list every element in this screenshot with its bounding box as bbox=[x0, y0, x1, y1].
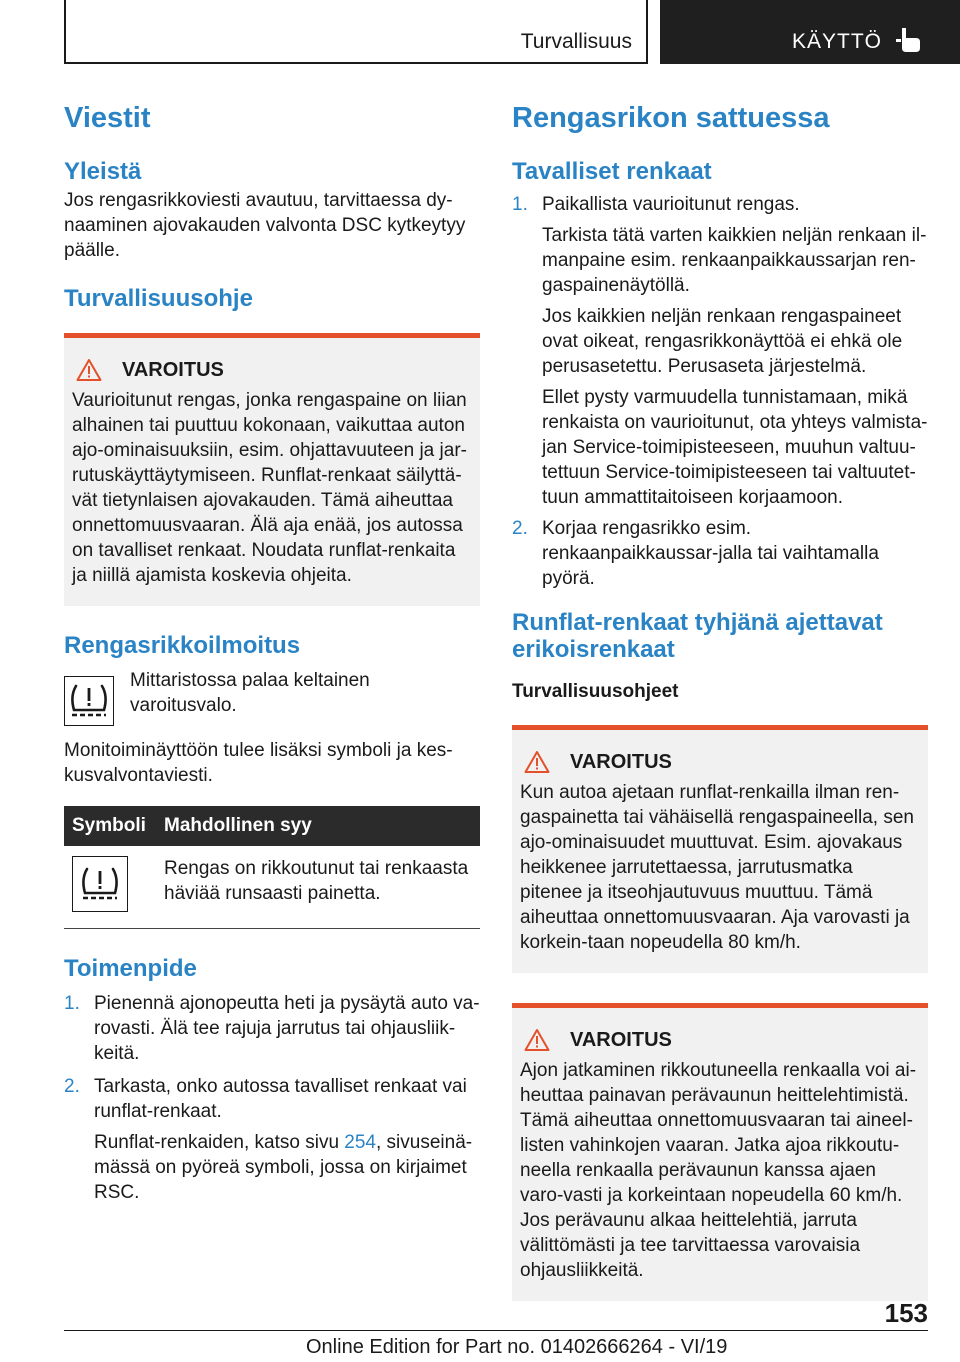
heading-action: Toimenpide bbox=[64, 955, 197, 982]
step-subtext: Jos kaikkien neljän renkaan rengaspaineet ovat oikeat, rengasrikkonäyttöä ei ehkä ole perusasetettu. Perusaseta järjestelmä. bbox=[542, 306, 903, 377]
tpms-warning-icon bbox=[64, 676, 114, 726]
warning-box bbox=[64, 333, 480, 606]
step-number: 1. bbox=[64, 993, 80, 1014]
warning-triangle-icon bbox=[76, 358, 102, 382]
section-title-messages: Viestit bbox=[64, 102, 151, 134]
subtext-after: , sivuseinä-mässä on pyöreä symboli, jossa on kirjaimet RSC. bbox=[94, 1132, 473, 1203]
notice-text: Monitoiminäyttöön tulee lisäksi symboli ja kes-kusvalvontaviesti. bbox=[64, 740, 453, 786]
step-number: 1. bbox=[512, 194, 528, 215]
step-subtext: Ellet pysty varmuudella tunnistamaan, mikä renkaista on vaurioitunut, ota yhteys valmista-jan Service-toimipisteeseen, muuhun valtuu-tettuun Service-toimipisteeseen tai valtuutet-tuun ammattitaitoiseen korjaamoon. bbox=[542, 387, 928, 508]
table-header-symbol: Symboli bbox=[64, 806, 156, 846]
warning-triangle-icon bbox=[524, 750, 550, 774]
warning-text: Kun autoa ajetaan runflat-renkailla ilman ren-gaspainetta tai vähäisellä rengaspaineella, sen ajo-ominaisuudet muuttuvat. Esim. ajovakaus heikkenee jarrutettaessa, jarrutusmatka pitenee ja itseohjautuvuus muuttuu. Tämä aiheuttaa onnettomuusvaaran. Aja varovasti ja korkein-taan nopeudella 80 km/h. bbox=[520, 782, 914, 953]
list-item bbox=[64, 991, 480, 1066]
subtext-before: Runflat-renkaiden, katso sivu bbox=[94, 1132, 345, 1153]
warning-box bbox=[512, 1003, 928, 1301]
heading-flat-notice: Rengasrikkoilmoitus bbox=[64, 632, 301, 659]
list-item bbox=[512, 192, 928, 510]
right-column bbox=[512, 98, 928, 1301]
step-text: Korjaa rengasrikko esim. renkaanpaikkaussar-jalla tai vaihtamalla pyörä. bbox=[542, 518, 879, 589]
step-subtext bbox=[94, 1130, 480, 1205]
warning-label: VAROITUS bbox=[122, 358, 224, 381]
header-section-box bbox=[660, 0, 960, 64]
heading-safety-instructions: Turvallisuusohjeet bbox=[512, 681, 679, 702]
table-row bbox=[64, 846, 480, 929]
footer-edition bbox=[306, 1336, 727, 1359]
pointing-hand-icon bbox=[896, 26, 922, 54]
page-number: 153 bbox=[884, 1298, 928, 1328]
warning-label: VAROITUS bbox=[570, 750, 672, 773]
page-link-254[interactable]: 254 bbox=[344, 1132, 376, 1153]
warning-title bbox=[524, 750, 920, 774]
heading-safety: Turvallisuusohje bbox=[64, 285, 253, 312]
warning-text: Vaurioitunut rengas, jonka rengaspaine on liian alhainen tai puuttuu kokonaan, vaikuttaa auton ajo-ominaisuuksiin, esim. ohjattavuuteen ja jar-rutuskäyttäytymiseen. Runflat-renkaat säilyttä-vät tietynlaisen ajovakauden. Tämä aiheuttaa onnettomuusvaaran. Älä aja enää, jos autossa on tavalliset renkaat. Noudata runflat-renkaita ja niillä ajamista koskevia ohjeita. bbox=[72, 390, 467, 586]
tpms-warning-icon bbox=[72, 856, 128, 912]
warning-triangle-icon bbox=[524, 1028, 550, 1052]
header-title: Turvallisuus bbox=[520, 30, 632, 53]
tpms-indicator-text: Mittaristossa palaa keltainen varoitusvalo. bbox=[130, 670, 370, 716]
table-header-cause: Mahdollinen syy bbox=[156, 806, 480, 846]
warning-box bbox=[512, 725, 928, 973]
warning-title bbox=[524, 1028, 920, 1052]
heading-normal-tires: Tavalliset renkaat bbox=[512, 158, 712, 185]
step-text: Pienennä ajonopeutta heti ja pysäytä auto va-rovasti. Älä tee rajuja jarrutus tai ohjausliik-keitä. bbox=[94, 993, 480, 1064]
edition-text: Online Edition for Part no. 01402666264 - VI/19 bbox=[306, 1336, 728, 1358]
heading-runflat: Runflat-renkaat tyhjänä ajettavat erikoisrenkaat bbox=[512, 609, 883, 663]
header-title-box bbox=[64, 0, 648, 64]
footer-divider bbox=[64, 1330, 928, 1331]
left-column bbox=[64, 98, 480, 1205]
list-item bbox=[64, 1074, 480, 1205]
step-text: Paikallista vaurioitunut rengas. bbox=[542, 194, 800, 215]
warning-text: Ajon jatkaminen rikkoutuneella renkaalla voi ai-heuttaa painavan perävaunun heittelehtimistä. Tämä aiheuttaa onnettomuusvaaran tai aineel-listen vahinkojen vaaran. Jatka ajoa rikkoutu-neella renkaalla perävaunun kanssa ajaen varo-vasti ja korkeintaan nopeudella 60 km/h. Jos perävaunu alkaa heittelehtiä, jarruta välittömästi ja tee tarvittaessa varovaisia ohjausliikkeitä. bbox=[520, 1060, 917, 1281]
step-subtext: Tarkista tätä varten kaikkien neljän renkaan il-manpaine esim. renkaanpaikkaussarjan ren-gaspainenäytöllä. bbox=[542, 225, 927, 296]
step-number: 2. bbox=[512, 518, 528, 539]
warning-title bbox=[76, 358, 472, 382]
symbol-table bbox=[64, 806, 480, 929]
step-number: 2. bbox=[64, 1076, 80, 1097]
normal-tire-steps bbox=[512, 192, 928, 591]
table-cell-cause: Rengas on rikkoutunut tai renkaasta häviää runsaasti painetta. bbox=[156, 846, 480, 929]
section-title-flat-tire: Rengasrikon sattuessa bbox=[512, 102, 830, 134]
heading-general: Yleistä bbox=[64, 158, 142, 185]
tpms-indicator-row bbox=[64, 668, 480, 726]
step-text: Tarkasta, onko autossa tavalliset renkaat vai runflat-renkaat. bbox=[94, 1076, 467, 1122]
general-text: Jos rengasrikkoviesti avautuu, tarvittaessa dy-naaminen ajovakauden valvonta DSC kytkeytyy päälle. bbox=[64, 190, 466, 261]
list-item bbox=[512, 516, 928, 591]
header-section: KÄYTTÖ bbox=[792, 30, 883, 53]
action-steps bbox=[64, 991, 480, 1205]
warning-label: VAROITUS bbox=[570, 1028, 672, 1051]
